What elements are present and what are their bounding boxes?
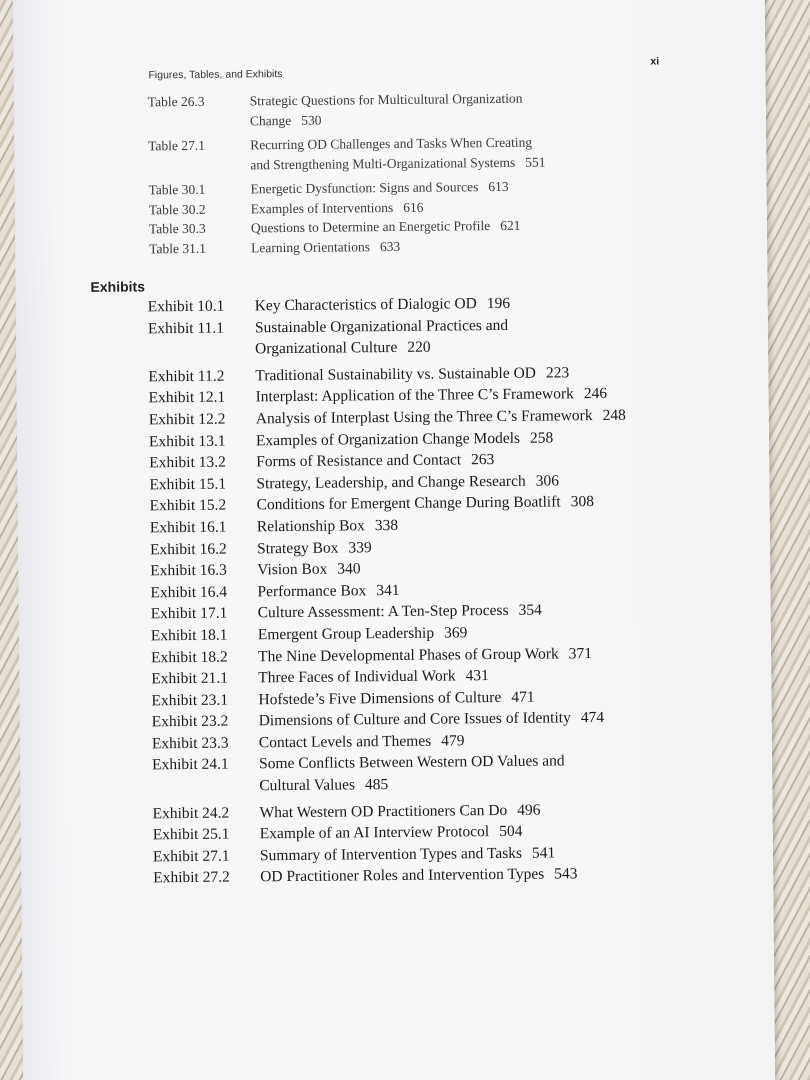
- exhibit-entry-number: Exhibit 25.1: [152, 825, 230, 844]
- table-entry-page-number: 621: [500, 217, 521, 233]
- exhibit-entry-page-number: 338: [374, 516, 399, 535]
- exhibit-entry-page-number: 541: [531, 844, 556, 862]
- exhibit-entry-title-text: Interplast: Application of the Three C’s Framework: [255, 385, 574, 406]
- exhibit-entry-number: Exhibit 16.1: [149, 518, 227, 537]
- table-entry-title-text: Strategic Questions for Multicultural Organization: [249, 90, 523, 109]
- exhibit-entry-number: Exhibit 12.2: [148, 410, 226, 429]
- exhibit-entry: [153, 863, 700, 890]
- exhibit-entry-title-text: Examples of Organization Change Models: [255, 429, 521, 449]
- table-entry-number: Table 27.1: [148, 137, 206, 154]
- book-page: [13, 0, 776, 1080]
- exhibit-entry-title-text: Sustainable Organizational Practices and: [254, 316, 509, 336]
- exhibit-entry-title-text: Strategy, Leadership, and Change Research: [256, 472, 526, 493]
- table-entry: [148, 88, 610, 131]
- exhibit-entry-number: Exhibit 23.3: [151, 734, 229, 753]
- exhibit-entry-number: Exhibit 11.2: [148, 367, 225, 386]
- exhibit-entry-number: Exhibit 16.3: [150, 561, 227, 580]
- exhibit-entry-title: [255, 313, 695, 360]
- exhibit-entry-number: Exhibit 23.2: [151, 712, 229, 731]
- table-entry-page-number: 633: [379, 238, 401, 254]
- running-head: Figures, Tables, and Exhibits: [148, 68, 283, 82]
- exhibit-entry-page-number: 504: [499, 823, 523, 841]
- exhibit-entry-number: Exhibit 12.1: [148, 388, 226, 407]
- exhibits-list: [148, 291, 701, 889]
- exhibit-entry-page-number: 196: [486, 294, 511, 313]
- table-entry-page-number: 616: [403, 199, 424, 215]
- table-entry-number: Table 31.1: [149, 240, 207, 256]
- exhibit-entry-page-number: 431: [465, 667, 489, 685]
- exhibit-entry-number: Exhibit 16.2: [149, 540, 227, 558]
- exhibit-entry-title-text: Cultural Values: [259, 776, 356, 795]
- exhibit-entry-number: Exhibit 16.4: [150, 583, 228, 602]
- table-entry-title: [250, 88, 610, 130]
- exhibit-entry-number: Exhibit 21.1: [151, 669, 228, 688]
- exhibit-entry-title-text: Strategy Box: [256, 539, 339, 557]
- page-folio: xi: [650, 55, 660, 68]
- exhibits-heading: Exhibits: [90, 278, 146, 295]
- exhibit-entry: [148, 313, 695, 361]
- exhibit-entry-page-number: 248: [602, 406, 626, 424]
- table-entry-number: Table 30.1: [148, 181, 206, 198]
- exhibit-entry-number: Exhibit 13.2: [149, 453, 226, 472]
- exhibit-entry-page-number: 371: [568, 644, 593, 662]
- exhibit-entry-title-text: Hofstede’s Five Dimensions of Culture: [258, 688, 502, 708]
- table-entry-title: [251, 234, 611, 257]
- table-entry-title-text: Examples of Interventions: [250, 199, 394, 216]
- table-entry-title-text: Energetic Dysfunction: Signs and Sources: [250, 179, 479, 197]
- table-entry-page-number: 551: [525, 154, 546, 170]
- exhibit-entry-page-number: 339: [348, 538, 372, 556]
- table-entry: [148, 132, 610, 175]
- exhibit-entry-number: Exhibit 24.2: [152, 804, 230, 822]
- table-entry-title-text: Recurring OD Challenges and Tasks When Creating: [250, 134, 533, 153]
- exhibit-entry-title-text: Some Conflicts Between Western OD Values and: [259, 752, 565, 773]
- exhibit-entry-title-text: Example of an AI Interview Protocol: [259, 823, 490, 843]
- exhibit-entry-page-number: 354: [518, 601, 542, 620]
- exhibit-entry-title-text: Dimensions of Culture and Core Issues of Identity: [258, 709, 571, 730]
- exhibit-entry-title-text: Culture Assessment: A Ten-Step Process: [257, 602, 509, 622]
- exhibit-entry-number: Exhibit 27.1: [152, 847, 230, 866]
- exhibit-entry-page-number: 306: [535, 472, 560, 490]
- exhibit-entry-title-text: Traditional Sustainability vs. Sustainable OD: [255, 364, 537, 385]
- exhibit-entry-page-number: 246: [583, 385, 608, 403]
- exhibit-entry-number: Exhibit 18.2: [150, 648, 228, 666]
- exhibit-entry-number: Exhibit 11.1: [147, 319, 225, 337]
- exhibit-entry-number: Exhibit 10.1: [147, 297, 225, 316]
- exhibit-entry-title: [260, 863, 700, 889]
- exhibit-entry-title-text: Key Characteristics of Dialogic OD: [254, 295, 477, 315]
- table-entry-page-number: 530: [301, 112, 322, 128]
- table-entry-title-text: Learning Orientations: [251, 238, 371, 255]
- exhibit-entry-page-number: 369: [443, 624, 468, 642]
- exhibit-entry-page-number: 474: [580, 709, 605, 727]
- table-entry-title-line: [251, 234, 611, 257]
- exhibit-entry-title-text: OD Practitioner Roles and Intervention Types: [260, 866, 545, 886]
- exhibit-entry-title-text: Contact Levels and Themes: [258, 732, 432, 752]
- exhibit-entry-title: [259, 750, 699, 797]
- exhibit-entry-title-text: The Nine Developmental Phases of Group Work: [257, 644, 559, 665]
- exhibit-entry-page-number: 479: [441, 732, 465, 750]
- exhibit-entry-title-text: Conditions for Emergent Change During Boatlift: [256, 493, 561, 514]
- exhibit-entry-page-number: 220: [407, 338, 431, 357]
- exhibit-entry-number: Exhibit 23.1: [151, 691, 229, 710]
- exhibit-entry-page-number: 496: [517, 801, 541, 819]
- table-entry-title-text: Change: [249, 112, 292, 128]
- exhibit-entry-page-number: 543: [554, 865, 578, 883]
- table-entry-number: Table 30.3: [148, 220, 206, 237]
- exhibit-entry-page-number: 223: [545, 364, 570, 382]
- exhibit-entry-title-text: What Western OD Practitioners Can Do: [259, 801, 508, 821]
- table-entry-title-text: Questions to Determine an Energetic Profile: [250, 218, 491, 236]
- table-entry-number: Table 26.3: [147, 93, 205, 110]
- exhibit-entry-title-text: Three Faces of Individual Work: [258, 667, 456, 687]
- exhibit-entry-page-number: 471: [511, 688, 535, 706]
- exhibit-entry-title-text: Relationship Box: [256, 517, 365, 536]
- exhibit-entry-page-number: 308: [570, 493, 595, 511]
- table-entry: [149, 234, 611, 258]
- table-entry-number: Table 30.2: [148, 201, 206, 217]
- exhibit-entry-number: Exhibit 24.1: [152, 756, 229, 774]
- table-entry-title-text: and Strengthening Multi-Organizational Systems: [250, 154, 516, 172]
- exhibit-entry-page-number: 485: [364, 776, 389, 794]
- exhibit-entry-number: Exhibit 17.1: [150, 604, 228, 623]
- exhibit-entry-page-number: 263: [471, 451, 495, 469]
- exhibit-entry-number: Exhibit 15.2: [149, 496, 227, 515]
- exhibit-entry-title-line: [255, 334, 695, 360]
- exhibit-entry-title-line: [260, 863, 700, 889]
- exhibit-entry-page-number: 340: [337, 560, 361, 578]
- exhibit-entry-title-line: [259, 771, 699, 797]
- exhibit-entry-page-number: 258: [529, 429, 554, 447]
- exhibit-entry-title-text: Emergent Group Leadership: [257, 624, 435, 644]
- exhibit-entry-number: Exhibit 15.1: [149, 475, 227, 494]
- exhibit-entry-title-text: Summary of Intervention Types and Tasks: [259, 844, 523, 865]
- exhibit-entry-title-text: Organizational Culture: [255, 339, 398, 358]
- exhibit-entry-page-number: 341: [376, 581, 400, 599]
- exhibit-entry-title-text: Performance Box: [257, 581, 367, 601]
- table-entry-title: [250, 132, 610, 174]
- exhibit-entry-title-text: Analysis of Interplast Using the Three C’s Framework: [255, 407, 593, 428]
- table-entry-page-number: 613: [488, 178, 509, 195]
- tables-list: [148, 88, 612, 258]
- exhibit-entry-number: Exhibit 13.1: [148, 432, 226, 450]
- table-entry-title-line: [250, 107, 610, 130]
- table-entry-title-line: [250, 151, 610, 174]
- exhibit-entry: [152, 750, 699, 798]
- exhibit-entry-number: Exhibit 18.1: [150, 626, 228, 645]
- exhibit-entry-title-text: Vision Box: [257, 560, 328, 579]
- exhibit-entry-title-text: Forms of Resistance and Contact: [256, 451, 462, 471]
- exhibit-entry-number: Exhibit 27.2: [153, 869, 230, 887]
